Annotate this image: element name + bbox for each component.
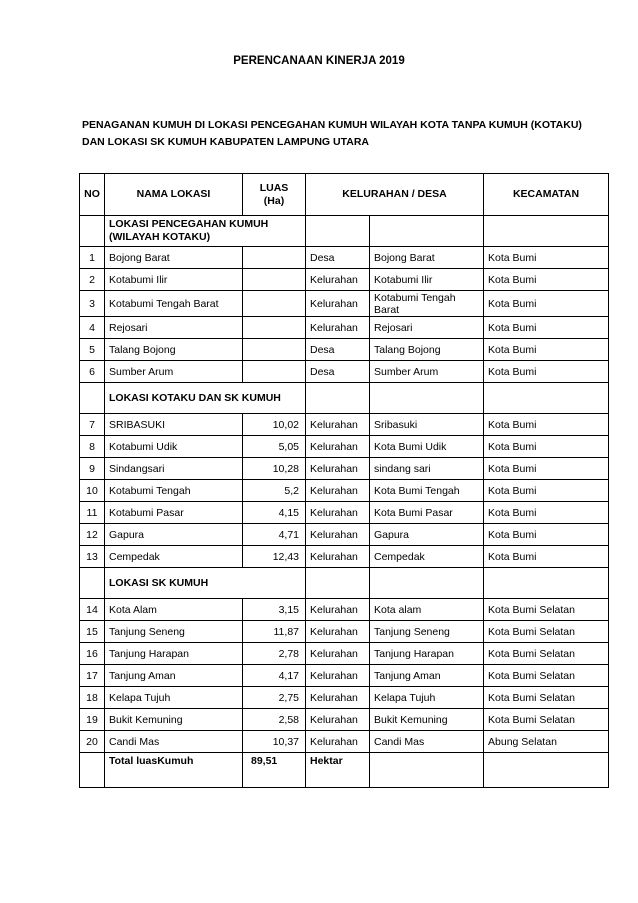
row-jenis: Kelurahan — [306, 546, 370, 568]
row-nama-lokasi: Rejosari — [105, 317, 243, 339]
row-no: 12 — [80, 524, 105, 546]
row-luas: 11,87 — [243, 621, 306, 643]
table-row — [80, 687, 609, 709]
total-row — [80, 753, 609, 788]
row-nama-lokasi: Candi Mas — [105, 731, 243, 753]
row-nama-lokasi: Gapura — [105, 524, 243, 546]
row-no: 16 — [80, 643, 105, 665]
row-nama-lokasi: Kotabumi Ilir — [105, 269, 243, 291]
row-kecamatan: Kota Bumi — [484, 414, 609, 436]
row-nama-lokasi: Bukit Kemuning — [105, 709, 243, 731]
row-luas: 12,43 — [243, 546, 306, 568]
row-jenis: Kelurahan — [306, 709, 370, 731]
row-kecamatan: Kota Bumi — [484, 247, 609, 269]
row-jenis: Desa — [306, 339, 370, 361]
row-nama-lokasi: Tanjung Seneng — [105, 621, 243, 643]
row-jenis: Kelurahan — [306, 665, 370, 687]
table-row — [80, 524, 609, 546]
row-kecamatan: Kota Bumi Selatan — [484, 621, 609, 643]
row-kecamatan: Kota Bumi — [484, 502, 609, 524]
row-jenis: Kelurahan — [306, 436, 370, 458]
row-kecamatan: Kota Bumi — [484, 361, 609, 383]
row-no: 14 — [80, 599, 105, 621]
row-jenis: Kelurahan — [306, 524, 370, 546]
table-heading: PENAGANAN KUMUH DI LOKASI PENCEGAHAN KUMUH WILAYAH KOTA TANPA KUMUH (KOTAKU) DAN LOKASI SK KUMUH KABUPATEN LAMPUNG UTARA — [82, 119, 582, 148]
header-nama-lokasi: NAMA LOKASI — [105, 174, 243, 216]
row-no: 10 — [80, 480, 105, 502]
row-nama-lokasi: Talang Bojong — [105, 339, 243, 361]
row-no: 1 — [80, 247, 105, 269]
row-jenis: Kelurahan — [306, 291, 370, 317]
table-row — [80, 339, 609, 361]
row-nama-lokasi: Kotabumi Pasar — [105, 502, 243, 524]
row-jenis: Kelurahan — [306, 599, 370, 621]
row-jenis: Kelurahan — [306, 414, 370, 436]
row-no: 18 — [80, 687, 105, 709]
row-no: 6 — [80, 361, 105, 383]
row-kelurahan: Bojong Barat — [370, 247, 484, 269]
table-row — [80, 361, 609, 383]
row-kecamatan: Kota Bumi Selatan — [484, 665, 609, 687]
table-row — [80, 502, 609, 524]
row-no: 17 — [80, 665, 105, 687]
row-kecamatan: Kota Bumi — [484, 269, 609, 291]
row-jenis: Desa — [306, 247, 370, 269]
row-no: 8 — [80, 436, 105, 458]
table-row — [80, 436, 609, 458]
total-label: Total luasKumuh — [105, 753, 243, 788]
row-kelurahan: Talang Bojong — [370, 339, 484, 361]
row-no: 9 — [80, 458, 105, 480]
table-row — [80, 269, 609, 291]
section-label: LOKASI KOTAKU DAN SK KUMUH — [105, 383, 306, 414]
row-luas — [243, 361, 306, 383]
table-body — [80, 216, 609, 788]
row-kecamatan: Kota Bumi Selatan — [484, 599, 609, 621]
section-no-cell — [80, 568, 105, 599]
section-label: LOKASI PENCEGAHAN KUMUH (WILAYAH KOTAKU) — [105, 216, 306, 247]
row-jenis: Kelurahan — [306, 731, 370, 753]
row-nama-lokasi: SRIBASUKI — [105, 414, 243, 436]
row-luas: 10,37 — [243, 731, 306, 753]
row-no: 3 — [80, 291, 105, 317]
section-empty-cell — [306, 383, 370, 414]
row-kelurahan: Gapura — [370, 524, 484, 546]
table-row — [80, 546, 609, 568]
row-nama-lokasi: Tanjung Harapan — [105, 643, 243, 665]
row-luas: 10,28 — [243, 458, 306, 480]
row-luas — [243, 247, 306, 269]
row-kelurahan: Candi Mas — [370, 731, 484, 753]
row-jenis: Desa — [306, 361, 370, 383]
row-luas: 10,02 — [243, 414, 306, 436]
row-no: 11 — [80, 502, 105, 524]
header-row — [80, 174, 609, 216]
table-row — [80, 643, 609, 665]
section-row — [80, 216, 609, 247]
section-no-cell — [80, 383, 105, 414]
row-luas: 4,71 — [243, 524, 306, 546]
row-kecamatan: Kota Bumi Selatan — [484, 709, 609, 731]
row-kelurahan: Kota alam — [370, 599, 484, 621]
row-kelurahan: Kotabumi Tengah Barat — [370, 291, 484, 317]
row-kelurahan: Kota Bumi Udik — [370, 436, 484, 458]
total-empty-cell — [484, 753, 609, 788]
row-kecamatan: Kota Bumi — [484, 458, 609, 480]
section-empty-cell — [306, 568, 370, 599]
row-nama-lokasi: Kotabumi Udik — [105, 436, 243, 458]
row-luas — [243, 291, 306, 317]
row-no: 15 — [80, 621, 105, 643]
row-kelurahan: Kota Bumi Tengah — [370, 480, 484, 502]
section-label: LOKASI SK KUMUH — [105, 568, 306, 599]
row-jenis: Kelurahan — [306, 643, 370, 665]
row-luas — [243, 269, 306, 291]
row-nama-lokasi: Bojong Barat — [105, 247, 243, 269]
row-luas: 2,78 — [243, 643, 306, 665]
table-row — [80, 414, 609, 436]
row-jenis: Kelurahan — [306, 269, 370, 291]
row-nama-lokasi: Kotabumi Tengah — [105, 480, 243, 502]
row-no: 7 — [80, 414, 105, 436]
section-empty-cell — [484, 383, 609, 414]
document-title: PERENCANAAN KINERJA 2019 — [233, 55, 405, 67]
row-kecamatan: Kota Bumi — [484, 317, 609, 339]
row-kelurahan: Tanjung Harapan — [370, 643, 484, 665]
header-no: NO — [80, 174, 105, 216]
row-kecamatan: Kota Bumi — [484, 546, 609, 568]
header-kelurahan-desa: KELURAHAN / DESA — [306, 174, 484, 216]
total-value: 89,51 — [243, 753, 306, 788]
row-kecamatan: Kota Bumi — [484, 524, 609, 546]
row-jenis: Kelurahan — [306, 502, 370, 524]
row-luas — [243, 339, 306, 361]
section-empty-cell — [370, 568, 484, 599]
row-kecamatan: Kota Bumi — [484, 291, 609, 317]
row-no: 13 — [80, 546, 105, 568]
row-kelurahan: Cempedak — [370, 546, 484, 568]
row-luas: 4,15 — [243, 502, 306, 524]
row-luas: 4,17 — [243, 665, 306, 687]
row-kecamatan: Abung Selatan — [484, 731, 609, 753]
table-row — [80, 621, 609, 643]
row-kecamatan: Kota Bumi Selatan — [484, 687, 609, 709]
table-row — [80, 599, 609, 621]
table-row — [80, 247, 609, 269]
row-kecamatan: Kota Bumi — [484, 436, 609, 458]
row-no: 4 — [80, 317, 105, 339]
row-luas: 3,15 — [243, 599, 306, 621]
row-kelurahan: sindang sari — [370, 458, 484, 480]
row-jenis: Kelurahan — [306, 480, 370, 502]
row-no: 5 — [80, 339, 105, 361]
section-empty-cell — [370, 216, 484, 247]
row-jenis: Kelurahan — [306, 621, 370, 643]
table-row — [80, 317, 609, 339]
row-kelurahan: Kotabumi Ilir — [370, 269, 484, 291]
total-empty-cell — [370, 753, 484, 788]
row-nama-lokasi: Kotabumi Tengah Barat — [105, 291, 243, 317]
table-row — [80, 731, 609, 753]
row-nama-lokasi: Sumber Arum — [105, 361, 243, 383]
section-row — [80, 383, 609, 414]
section-no-cell — [80, 216, 105, 247]
row-kelurahan: Tanjung Aman — [370, 665, 484, 687]
row-luas: 2,58 — [243, 709, 306, 731]
section-row — [80, 568, 609, 599]
row-kelurahan: Bukit Kemuning — [370, 709, 484, 731]
row-kelurahan: Sumber Arum — [370, 361, 484, 383]
table-row — [80, 480, 609, 502]
row-nama-lokasi: Tanjung Aman — [105, 665, 243, 687]
row-kelurahan: Rejosari — [370, 317, 484, 339]
section-empty-cell — [484, 568, 609, 599]
row-nama-lokasi: Cempedak — [105, 546, 243, 568]
row-kecamatan: Kota Bumi — [484, 480, 609, 502]
row-no: 2 — [80, 269, 105, 291]
row-kelurahan: Tanjung Seneng — [370, 621, 484, 643]
row-kecamatan: Kota Bumi — [484, 339, 609, 361]
row-jenis: Kelurahan — [306, 687, 370, 709]
row-nama-lokasi: Sindangsari — [105, 458, 243, 480]
row-no: 20 — [80, 731, 105, 753]
section-empty-cell — [484, 216, 609, 247]
section-empty-cell — [370, 383, 484, 414]
row-nama-lokasi: Kelapa Tujuh — [105, 687, 243, 709]
table-row — [80, 458, 609, 480]
row-luas — [243, 317, 306, 339]
row-kelurahan: Sribasuki — [370, 414, 484, 436]
table-row — [80, 291, 609, 317]
header-kecamatan: KECAMATAN — [484, 174, 609, 216]
row-luas: 5,05 — [243, 436, 306, 458]
section-empty-cell — [306, 216, 370, 247]
row-no: 19 — [80, 709, 105, 731]
header-luas: LUAS (Ha) — [243, 174, 306, 216]
row-nama-lokasi: Kota Alam — [105, 599, 243, 621]
row-kelurahan: Kota Bumi Pasar — [370, 502, 484, 524]
row-jenis: Kelurahan — [306, 317, 370, 339]
row-luas: 5,2 — [243, 480, 306, 502]
row-kelurahan: Kelapa Tujuh — [370, 687, 484, 709]
table-row — [80, 665, 609, 687]
table-row — [80, 709, 609, 731]
total-no-cell — [80, 753, 105, 788]
total-unit: Hektar — [306, 753, 370, 788]
kumuh-table — [79, 173, 609, 788]
row-kecamatan: Kota Bumi Selatan — [484, 643, 609, 665]
row-jenis: Kelurahan — [306, 458, 370, 480]
row-luas: 2,75 — [243, 687, 306, 709]
